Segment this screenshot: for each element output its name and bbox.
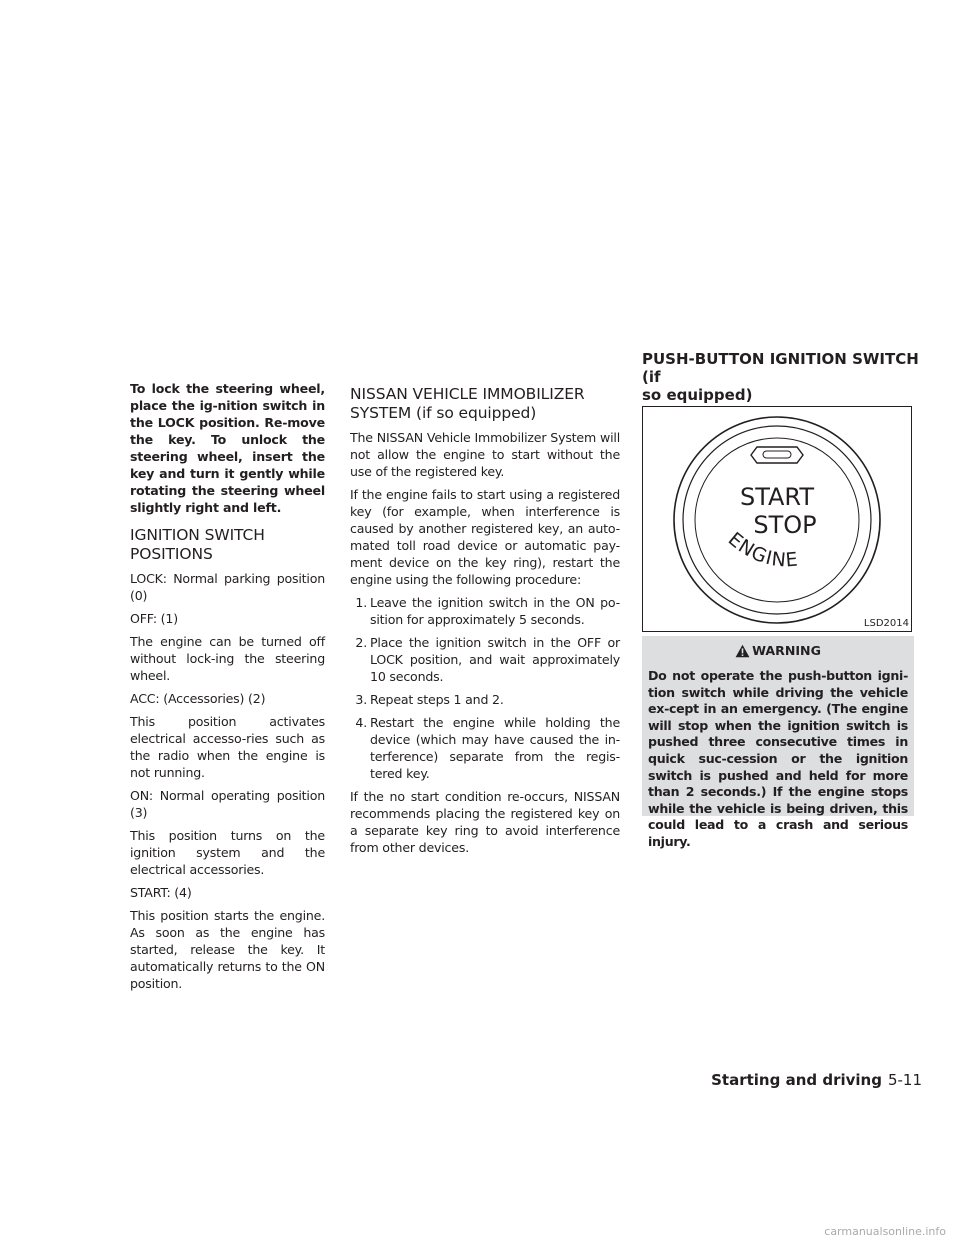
paragraph: ACC: (Accessories) (2) — [130, 691, 266, 706]
start-stop-button-icon — [643, 407, 911, 631]
warning-body: Do not operate the push-button igni-tion switch while driving the vehicle ex-cept in an emergency. (The engine will stop when the ignition switch is pushed three consecutive times in quick suc-cession or the ignition switch is pushed and held for more than 2 seconds.) If the engine stops while the vehicle is being driven, this could lead to a crash and serious injury. — [648, 668, 908, 849]
warning-title-text: WARNING — [752, 643, 821, 658]
step-text: Place the ignition switch in the OFF or LOCK position, and wait approximately 10 seconds. — [370, 635, 620, 684]
chapter-name: Starting and driving — [711, 1071, 882, 1089]
ignition-positions-heading: IGNITION SWITCH POSITIONS — [130, 526, 265, 563]
button-text-engine: ENGINE — [723, 528, 800, 572]
list-item — [350, 714, 620, 782]
steering-lock-instruction: To lock the steering wheel, place the ig-nition switch in the LOCK position. Re-move the key. To unlock the steering wheel, insert the key and turn it gently while rotating the steering wheel slightly right and left. — [130, 381, 325, 515]
paragraph: This position starts the engine. As soon as the engine has started, release the key. It automatically returns to the ON position. — [130, 908, 325, 991]
paragraph: LOCK: Normal parking position (0) — [130, 571, 325, 603]
column-left — [130, 380, 325, 998]
section-title — [642, 350, 942, 404]
paragraph: If the no start condition re-occurs, NISSAN recommends placing the registered key on a separate key ring to avoid interference from other devices. — [350, 789, 620, 855]
section-title-line: so equipped) — [642, 386, 753, 404]
push-button-figure — [642, 406, 912, 632]
section-title-line: PUSH-BUTTON IGNITION SWITCH (if — [642, 350, 919, 386]
paragraph: START: (4) — [130, 885, 192, 900]
figure-code: LSD2014 — [863, 618, 909, 629]
paragraph: OFF: (1) — [130, 611, 178, 626]
button-text-stop: STOP — [753, 511, 817, 539]
paragraph: The NISSAN Vehicle Immobilizer System will not allow the engine to start without the use of the registered key. — [350, 430, 620, 479]
list-item — [350, 634, 620, 685]
step-number: 3. — [355, 692, 367, 707]
page-number: 5-11 — [887, 1071, 922, 1089]
paragraph: The engine can be turned off without lock-ing the steering wheel. — [130, 634, 325, 683]
step-number: 1. — [355, 595, 367, 610]
column-middle — [350, 385, 620, 862]
procedure-steps — [350, 594, 620, 782]
warning-triangle-icon — [735, 644, 750, 658]
list-item — [350, 594, 620, 628]
step-text: Leave the ignition switch in the ON po-sition for approximately 5 seconds. — [370, 595, 620, 627]
paragraph: This position activates electrical accesso-ries such as the radio when the engine is not running. — [130, 714, 325, 780]
watermark: carmanualsonline.info — [824, 1225, 946, 1238]
list-item — [350, 691, 620, 708]
immobilizer-heading: NISSAN VEHICLE IMMOBILIZER SYSTEM (if so equipped) — [350, 385, 585, 422]
warning-box — [642, 636, 914, 849]
paragraph: ON: Normal operating position (3) — [130, 788, 325, 820]
step-text: Repeat steps 1 and 2. — [370, 692, 504, 707]
warning-title — [648, 642, 908, 659]
step-text: Restart the engine while holding the device (which may have caused the in-terference) separate from the regis-tered key. — [370, 715, 620, 781]
paragraph: If the engine fails to start using a registered key (for example, when interference is caused by another registered key, an auto-mated toll road device or automatic pay-ment device on the key ring), restart the engine using the following procedure: — [350, 487, 620, 587]
paragraph: This position turns on the ignition system and the electrical accessories. — [130, 828, 325, 877]
page-footer — [711, 1070, 922, 1090]
step-number: 4. — [355, 715, 367, 730]
button-text-start: START — [739, 483, 815, 511]
step-number: 2. — [355, 635, 367, 650]
